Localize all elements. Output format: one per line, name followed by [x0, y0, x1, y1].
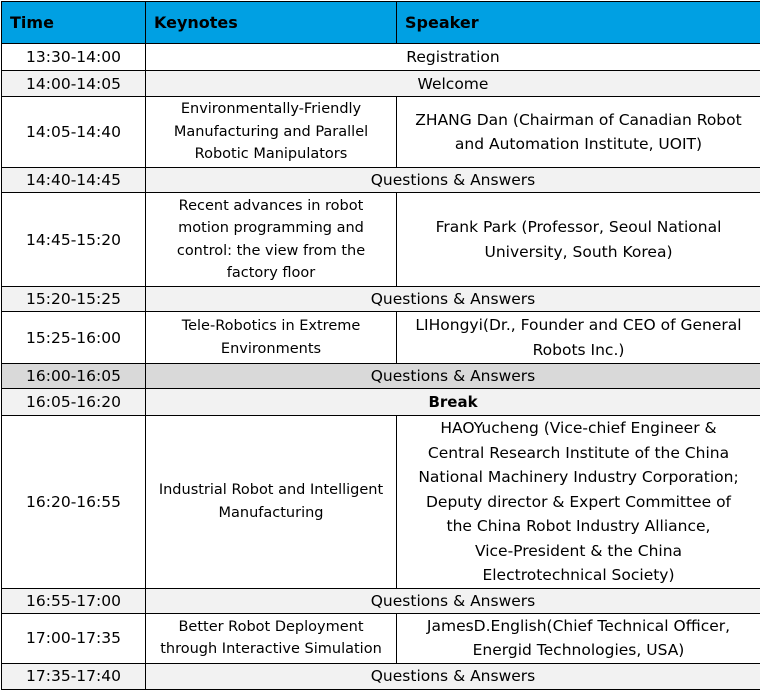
keynote-line: Industrial Robot and Intelligent	[150, 479, 392, 502]
keynote-title	[146, 416, 397, 589]
agenda-row	[2, 168, 760, 193]
speaker-line: JamesD.English(Chief Technical Officer,	[401, 614, 756, 639]
time-cell: 16:55-17:00	[2, 588, 146, 613]
time-cell: 17:35-17:40	[2, 663, 146, 689]
session-label: Questions & Answers	[146, 287, 760, 312]
keynote-line: Robotic Manipulators	[150, 143, 392, 166]
time-cell: 15:20-15:25	[2, 287, 146, 312]
keynote-line: Recent advances in robot	[150, 195, 392, 218]
speaker-line: Vice-President & the China	[401, 539, 756, 564]
keynote-line: Tele-Robotics in Extreme	[150, 315, 392, 338]
agenda-row	[2, 389, 760, 416]
speaker-line: University, South Korea)	[401, 240, 756, 265]
keynote-line: Manufacturing	[150, 502, 392, 525]
keynote-line: Environmentally-Friendly	[150, 98, 392, 121]
keynote-title	[146, 193, 397, 287]
time-cell: 16:20-16:55	[2, 416, 146, 589]
session-label: Break	[146, 389, 760, 416]
agenda-row	[2, 193, 760, 287]
speaker-line: HAOYucheng (Vice-chief Engineer &	[401, 416, 756, 441]
session-label: Questions & Answers	[146, 663, 760, 689]
speaker-info	[397, 613, 760, 663]
time-cell: 14:05-14:40	[2, 97, 146, 168]
column-header-speaker: Speaker	[397, 2, 760, 44]
column-header-time: Time	[2, 2, 146, 44]
agenda-row	[2, 416, 760, 589]
speaker-line: National Machinery Industry Corporation;	[401, 465, 756, 490]
keynote-title	[146, 97, 397, 168]
speaker-line: LIHongyi(Dr., Founder and CEO of General	[401, 313, 756, 338]
keynote-title	[146, 613, 397, 663]
time-cell: 14:45-15:20	[2, 193, 146, 287]
session-label: Welcome	[146, 71, 760, 97]
speaker-line: Deputy director & Expert Committee of	[401, 490, 756, 515]
time-cell: 13:30-14:00	[2, 44, 146, 71]
agenda-table	[1, 1, 760, 690]
speaker-line: and Automation Institute, UOIT)	[401, 132, 756, 157]
agenda-row	[2, 287, 760, 312]
keynote-title	[146, 312, 397, 364]
speaker-line: Energid Technologies, USA)	[401, 638, 756, 663]
agenda-row	[2, 613, 760, 663]
column-header-keynotes: Keynotes	[146, 2, 397, 44]
agenda-row	[2, 364, 760, 389]
agenda-row	[2, 71, 760, 97]
speaker-info	[397, 193, 760, 287]
speaker-info	[397, 97, 760, 168]
speaker-line: ZHANG Dan (Chairman of Canadian Robot	[401, 108, 756, 133]
speaker-line: Central Research Institute of the China	[401, 441, 756, 466]
speaker-line: Electrotechnical Society)	[401, 563, 756, 588]
agenda-row	[2, 663, 760, 689]
time-cell: 15:25-16:00	[2, 312, 146, 364]
time-cell: 14:40-14:45	[2, 168, 146, 193]
keynote-line: control: the view from the	[150, 240, 392, 263]
keynote-line: factory floor	[150, 262, 392, 285]
keynote-line: Better Robot Deployment	[150, 616, 392, 639]
session-label: Registration	[146, 44, 760, 71]
time-cell: 16:00-16:05	[2, 364, 146, 389]
speaker-info	[397, 416, 760, 589]
keynote-line: Manufacturing and Parallel	[150, 121, 392, 144]
keynote-line: motion programming and	[150, 217, 392, 240]
agenda-row	[2, 312, 760, 364]
session-label: Questions & Answers	[146, 588, 760, 613]
keynote-line: Environments	[150, 338, 392, 361]
time-cell: 17:00-17:35	[2, 613, 146, 663]
agenda-row	[2, 44, 760, 71]
header-row	[2, 2, 760, 44]
speaker-info	[397, 312, 760, 364]
speaker-line: Frank Park (Professor, Seoul National	[401, 215, 756, 240]
speaker-line: the China Robot Industry Alliance,	[401, 514, 756, 539]
agenda-row	[2, 588, 760, 613]
time-cell: 14:00-14:05	[2, 71, 146, 97]
session-label: Questions & Answers	[146, 364, 760, 389]
time-cell: 16:05-16:20	[2, 389, 146, 416]
session-label: Questions & Answers	[146, 168, 760, 193]
speaker-line: Robots Inc.)	[401, 338, 756, 363]
keynote-line: through Interactive Simulation	[150, 638, 392, 661]
agenda-row	[2, 97, 760, 168]
